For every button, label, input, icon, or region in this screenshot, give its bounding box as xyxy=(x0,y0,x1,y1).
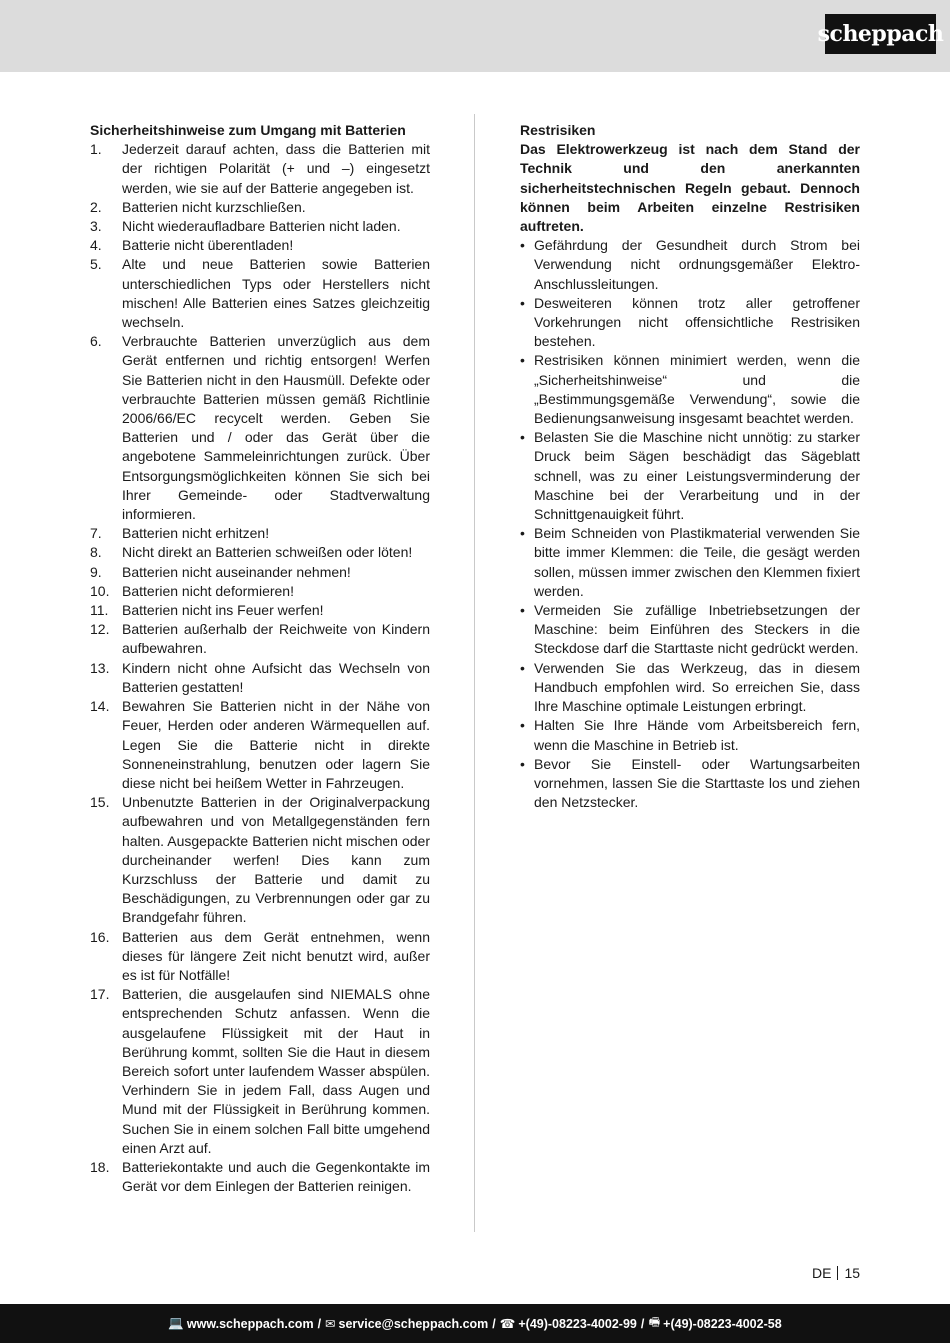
page-number-value: 15 xyxy=(844,1265,861,1281)
intro-paragraph: Das Elektrowerkzeug ist nach dem Stand der Technik und den anerkannten sicherheitstechnischen Regeln gebaut. Dennoch können beim Arbeiten einzelne Restrisiken auftreten. xyxy=(520,141,860,235)
bullet-icon: • xyxy=(520,294,525,311)
fax-number: +(49)-08223-4002-58 xyxy=(663,1316,782,1331)
list-item: 14. Bewahren Sie Batterien nicht in der Nähe von Feuer, Herden oder anderen Wärmequellen auf. Legen Sie die Batterie nicht in direkte Sonneneinstrahlung, benutzen oder lagern Sie diese nicht bei heißem Wetter in Fahrzeugen. xyxy=(90,698,430,791)
list-item: • Gefährdung der Gesundheit durch Strom bei Verwendung nicht ordnungsgemäßer Elektro-Anschlussleitungen. xyxy=(520,237,860,292)
list-item: • Restrisiken können minimiert werden, wenn die „Sicherheitshinweise“ und die „Bestimmungsgemäße Verwendung“, sowie die Bedienungsanweisung insgesamt beachtet werden. xyxy=(520,352,860,427)
list-item: • Desweiteren können trotz aller getroffener Vorkehrungen nicht offensichtliche Restrisiken bestehen. xyxy=(520,294,860,350)
bullet-icon: • xyxy=(520,717,525,734)
list-item: 1. Jederzeit darauf achten, dass die Batterien mit der richtigen Polarität (+ und –) eingesetzt werden, wie sie auf der Batterie angegeben ist. xyxy=(90,141,430,196)
battery-safety-section xyxy=(90,121,430,1196)
phone-icon: ☎ xyxy=(499,1317,516,1331)
battery-safety-list xyxy=(90,140,430,1196)
list-item: 13. Kindern nicht ohne Aufsicht das Wechseln von Batterien gestatten! xyxy=(90,659,430,695)
list-item: 3. Nicht wiederaufladbare Batterien nicht laden. xyxy=(90,218,401,235)
residual-risks-list xyxy=(520,236,860,812)
list-item: 5. Alte und neue Batterien sowie Batterien unterschiedlichen Typs oder Herstellers nicht mischen! Alle Batterien eines Satzes gleichzeitig wechseln. xyxy=(90,256,430,331)
bullet-icon: • xyxy=(520,602,525,619)
phone-number: +(49)-08223-4002-99 xyxy=(518,1316,637,1331)
residual-risks-section xyxy=(520,121,860,812)
list-item: 4. Batterie nicht überentladen! xyxy=(90,237,294,254)
list-item: • Bevor Sie Einstell- oder Wartungsarbeiten vornehmen, lassen Sie die Starttaste los und ziehen den Netzstecker. xyxy=(520,755,860,811)
bullet-icon: • xyxy=(520,659,525,676)
footer-contact-bar xyxy=(0,1304,950,1343)
bullet-icon: • xyxy=(520,429,525,446)
list-item: • Halten Sie Ihre Hände vom Arbeitsbereich fern, wenn die Maschine in Betrieb ist. xyxy=(520,717,860,753)
list-item: 8. Nicht direkt an Batterien schweißen oder löten! xyxy=(90,544,413,561)
fax-icon: 🖷 xyxy=(648,1315,661,1329)
website-link[interactable]: www.scheppach.com xyxy=(186,1316,314,1331)
computer-icon: 💻 xyxy=(168,1316,184,1330)
list-item: 18. Batteriekontakte und auch die Gegenkontakte im Gerät vor dem Einlegen der Batterien reinigen. xyxy=(90,1158,430,1195)
list-item: 7. Batterien nicht erhitzen! xyxy=(90,525,270,542)
list-item: 17. Batterien, die ausgelaufen sind NIEMALS ohne entsprechenden Schutz anfassen. Wenn die ausgelaufene Flüssigkeit mit der Haut in Berührung kommt, sollten Sie die Haut in diesem Bereich sofort unter laufendem Wasser abspülen. Verhindern Sie in jedem Fall, dass Augen und Mund mit der Flüssigkeit in Berührung kommen. Suchen Sie in einem solchen Fall bitte umgehend einen Arzt auf. xyxy=(90,986,430,1156)
list-item: 9. Batterien nicht auseinander nehmen! xyxy=(90,563,351,580)
scheppach-logo xyxy=(817,14,944,54)
bullet-icon: • xyxy=(520,525,525,542)
page-separator xyxy=(837,1266,838,1280)
list-item: • Vermeiden Sie zufällige Inbetriebsetzungen der Maschine: beim Einführen des Steckers in die Steckdose darf die Starttaste nicht gedrückt werden. xyxy=(520,602,860,657)
column-divider xyxy=(474,114,475,1232)
header-band xyxy=(0,0,950,72)
bullet-icon: • xyxy=(520,755,525,772)
separator: / xyxy=(317,1316,322,1331)
list-item: 11. Batterien nicht ins Feuer werfen! xyxy=(90,602,324,619)
list-item: 15. Unbenutzte Batterien in der Originalverpackung aufbewahren und von Metallgegenständen fern halten. Ausgepackte Batterien nicht mischen oder durcheinander werfen! Dies kann zum Kurzschluss der Batterie und damit zu Beschädigungen, zu Verbrennungen oder gar zu Brandgefahr führen. xyxy=(90,794,430,926)
list-item: 12. Batterien außerhalb der Reichweite von Kindern aufbewahren. xyxy=(90,621,430,657)
list-item: • Belasten Sie die Maschine nicht unnötig: zu starker Druck beim Sägen beschädigt das Sägeblatt schnell, was zu einer Leistungsverminderung der Maschine bei der Verarbeitung und in der Schnittgenauigkeit führt. xyxy=(520,429,860,523)
list-item: • Beim Schneiden von Plastikmaterial verwenden Sie bitte immer Klemmen: die Teile, die gesägt werden sollen, müssen immer zwischen den Klemmen fixiert werden. xyxy=(520,525,860,599)
list-item: • Verwenden Sie das Werkzeug, das in diesem Handbuch empfohlen wird. So erreichen Sie, dass Ihre Maschine optimale Leistungen erbringt. xyxy=(520,659,860,715)
bullet-icon: • xyxy=(520,237,525,254)
mail-icon: ✉ xyxy=(325,1317,336,1331)
email-link[interactable]: service@scheppach.com xyxy=(338,1316,489,1331)
list-item: 10. Batterien nicht deformieren! xyxy=(90,582,294,599)
bullet-icon: • xyxy=(520,352,525,369)
brand-name: scheppach xyxy=(817,21,944,47)
separator: / xyxy=(640,1316,645,1331)
separator: / xyxy=(492,1316,496,1331)
section-heading: Restrisiken xyxy=(520,122,596,138)
list-item: 6. Verbrauchte Batterien unverzüglich aus dem Gerät entfernen und richtig entsorgen! Werfen Sie Batterien nicht in den Hausmüll. Defekte oder verbrauchte Batterien müssen gemäß Richtlinie 2006/66/EC recycelt werden. Geben Sie Batterien und / oder das Gerät über die angebotene Sammeleinrichtungen zurück. Über Entsorgungsmöglichkeiten können Sie sich bei Ihrer Gemeinde- oder Stadtverwaltung informieren. xyxy=(90,333,430,523)
list-item: 2. Batterien nicht kurzschließen. xyxy=(90,198,306,215)
page-number xyxy=(812,1265,860,1281)
language-code: DE xyxy=(812,1265,832,1281)
section-heading: Sicherheitshinweise zum Umgang mit Batterien xyxy=(90,122,406,138)
list-item: 16. Batterien aus dem Gerät entnehmen, wenn dieses für längere Zeit nicht benutzt wird, außer es ist für Notfälle! xyxy=(90,928,430,983)
